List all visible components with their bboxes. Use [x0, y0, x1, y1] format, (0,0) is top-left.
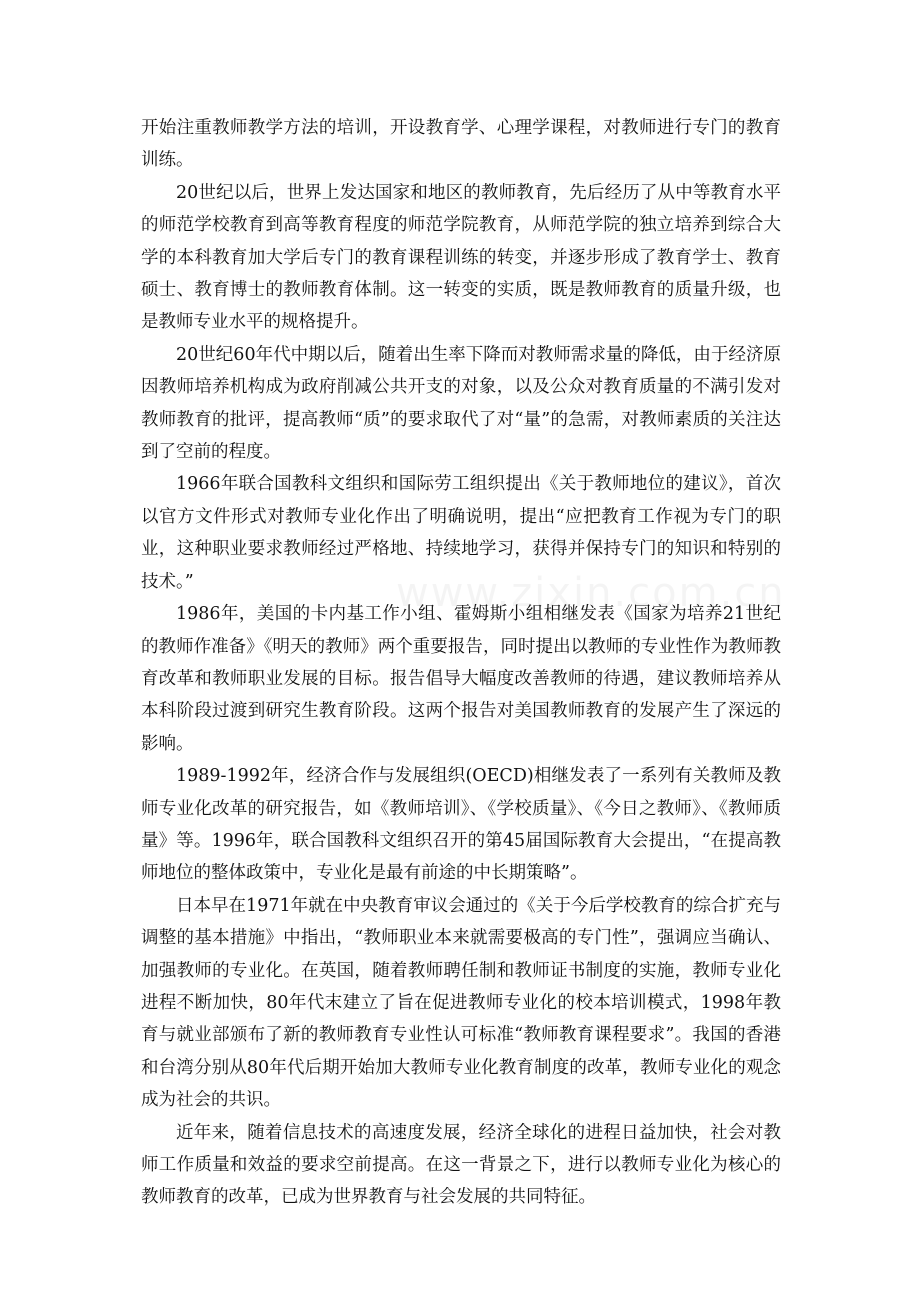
- paragraph-1: 开始注重教师教学方法的培训，开设教育学、心理学课程，对教师进行专门的教育训练。: [141, 118, 781, 171]
- paragraph-7: 日本早在1971年就在中央教育审议会通过的《关于今后学校教育的综合扩充与调整的基本措施》中指出，“教师职业本来就需要极高的专门性”，强调应当确认、加强教师的专业化。在英国，随着教师聘任制和教师证书制度的实施，教师专业化进程不断加快，80年代末建立了旨在促进教师专业化的校本培训模式，1998年教育与就业部颁布了新的教师教育专业性认可标准“教师教育课程要求”。我国的香港和台湾分别从80年代后期开始加大教师专业化教育制度的改革，教师专业化的观念成为社会的共识。: [141, 895, 781, 1111]
- paragraph-6: 1989-1992年，经济合作与发展组织(OECD)相继发表了一系列有关教师及教师专业化改革的研究报告，如《教师培训》、《学校质量》、《今日之教师》、《教师质量》等。1996年，联合国教科文组织召开的第45届国际教育大会提出，“在提高教师地位的整体政策中，专业化是最有前途的中长期策略”。: [141, 766, 781, 884]
- paragraph-3: 20世纪60年代中期以后，随着出生率下降而对教师需求量的降低，由于经济原因教师培养机构成为政府削减公共开支的对象，以及公众对教育质量的不满引发对教师教育的批评，提高教师“质”的要求取代了对“量”的急需，对教师素质的关注达到了空前的程度。: [141, 344, 781, 463]
- paragraph-2: 20世纪以后，世界上发达国家和地区的教师教育，先后经历了从中等教育水平的师范学校教育到高等教育程度的师范学院教育，从师范学院的独立培养到综合大学的本科教育加大学后专门的教育课程训练的转变，并逐步形成了教育学士、教育硕士、教育博士的教师教育体制。这一转变的实质，既是教师教育的质量升级，也是教师专业水平的规格提升。: [141, 182, 781, 333]
- paragraph-4: 1966年联合国教科文组织和国际劳工组织提出《关于教师地位的建议》，首次以官方文件形式对教师专业化作出了明确说明，提出“应把教育工作视为专门的职业，这种职业要求教师经过严格地、持续地学习，获得并保持专门的知识和特别的技术。”: [141, 474, 781, 592]
- paragraph-5: 1986年，美国的卡内基工作小组、霍姆斯小组相继发表《国家为培养21世纪的教师作准备》《明天的教师》两个重要报告，同时提出以教师的专业性作为教师教育改革和教师职业发展的目标。报告倡导大幅度改善教师的待遇，建议教师培养从本科阶段过渡到研究生教育阶段。这两个报告对美国教师教育的发展产生了深远的影响。: [141, 604, 781, 754]
- paragraph-8: 近年来，随着信息技术的高速度发展，经济全球化的进程日益加快，社会对教师工作质量和效益的要求空前提高。在这一背景之下，进行以教师专业化为核心的教师教育的改革，已成为世界教育与社会发展的共同特征。: [141, 1122, 781, 1208]
- document-page: [141, 112, 781, 1214]
